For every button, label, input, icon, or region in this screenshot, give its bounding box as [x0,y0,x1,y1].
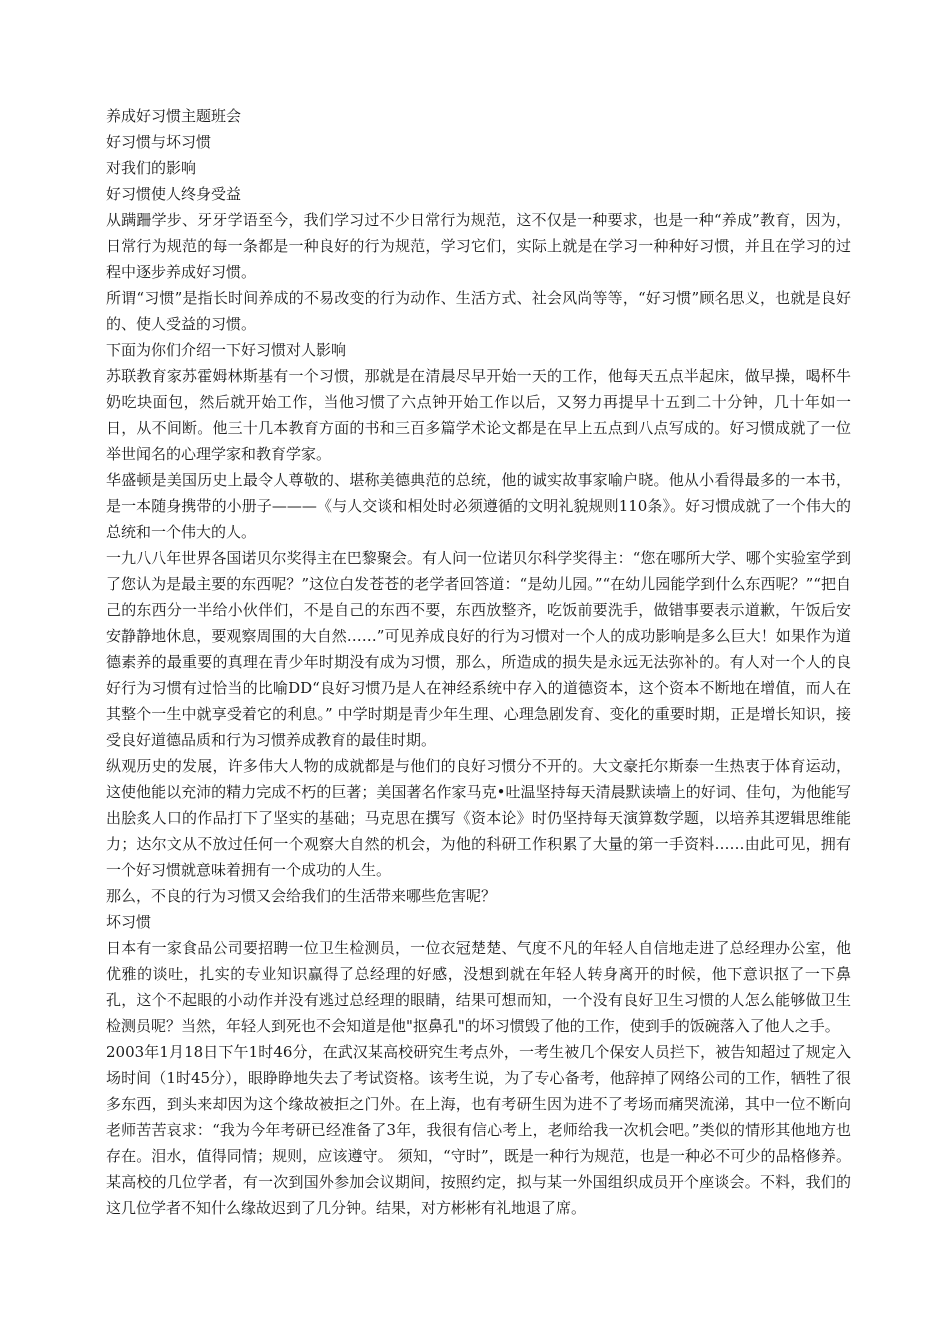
paragraph: 从蹒跚学步、牙牙学语至今，我们学习过不少日常行为规范，这不仅是一种要求，也是一种“养成”教育，因为，日常行为规范的每一条都是一种良好的行为规范，学习它们，实际上就是在学习一种种好习惯，并且在学习的过程中逐步养成好习惯。 [106,211,851,281]
paragraph: 2003年1月18日下午1时46分，在武汉某高校研究生考点外，一考生被几个保安人员拦下，被告知超过了规定入场时间（1时45分），眼睁睁地失去了考试资格。该考生说，为了专心备考，他辞掉了网络公司的工作，牺牲了很多东西，到头来却因为这个缘故被拒之门外。在上海，也有考研生因为进不了考场而痛哭流涕，其中一位不断向老师苦苦哀求：“我为今年考研已经准备了3年，我很有信心考上，老师给我一次机会吧。”类似的情形其他地方也存在。泪水，值得同情；规则，应该遵守。 须知，“守时”，既是一种行为规范，也是一种必不可少的品格修养。某高校的几位学者，有一次到国外参加会议期间，按照约定，拟与某一外国组织成员开个座谈会。不料，我们的这几位学者不知什么缘故迟到了几分钟。结果，对方彬彬有礼地退了席。 [106,1043,851,1217]
section-heading-good-habits: 好习惯使人终身受益 [106,185,242,203]
paragraph-question: 那么，不良的行为习惯又会给我们的生活带来哪些危害呢？ [106,887,497,905]
paragraph: 所谓“习惯”是指长时间养成的不易改变的行为动作、生活方式、社会风尚等等，“好习惯”顾名思义，也就是良好的、使人受益的习惯。 [106,289,851,333]
document-title: 养成好习惯主题班会 [106,107,242,125]
paragraph-intro: 下面为你们介绍一下好习惯对人影响 [106,341,347,359]
document-page [106,103,851,1221]
paragraph: 一九八八年世界各国诺贝尔奖得主在巴黎聚会。有人问一位诺贝尔科学奖得主：“您在哪所大学、哪个实验室学到了您认为是最主要的东西呢？”这位白发苍苍的老学者回答道：“是幼儿园。”“在幼儿园能学到什么东西呢？”“把自己的东西分一半给小伙伴们，不是自己的东西不要，东西放整齐，吃饭前要洗手，做错事要表示道歉，午饭后安安静静地休息，要观察周围的大自然……”可见养成良好的行为习惯对一个人的成功影响是多么巨大！如果作为道德素养的最重要的真理在青少年时期没有成为习惯，那么，所造成的损失是永远无法弥补的。有人对一个人的良好行为习惯有过恰当的比喻DD“良好习惯乃是人在神经系统中存入的道德资本，这个资本不断地在增值，而人在其整个一生中就享受着它的利息。” 中学时期是青少年生理、心理急剧发育、变化的重要时期，正是增长知识，接受良好道德品质和行为习惯养成教育的最佳时期。 [106,549,851,749]
paragraph: 苏联教育家苏霍姆林斯基有一个习惯，那就是在清晨尽早开始一天的工作，他每天五点半起床，做早操，喝杯牛奶吃块面包，然后就开始工作，当他习惯了六点钟开始工作以后，又努力再提早十五到二十分钟，几十年如一日，从不间断。他三十几本教育方面的书和三百多篇学术论文都是在早上五点到八点写成的。好习惯成就了一位举世闻名的心理学家和教育学家。 [106,367,851,463]
section-heading-impact: 对我们的影响 [106,159,197,177]
section-heading-bad-habits: 坏习惯 [106,913,152,931]
paragraph: 日本有一家食品公司要招聘一位卫生检测员，一位衣冠楚楚、气度不凡的年轻人自信地走进了总经理办公室，他优雅的谈吐，扎实的专业知识赢得了总经理的好感，没想到就在年轻人转身离开的时候，他下意识抠了一下鼻孔，这个不起眼的小动作并没有逃过总经理的眼睛，结果可想而知，一个没有良好卫生习惯的人怎么能够做卫生检测员呢？当然，年轻人到死也不会知道是他"抠鼻孔"的坏习惯毁了他的工作，使到手的饭碗落入了他人之手。 [106,939,851,1035]
paragraph: 华盛顿是美国历史上最令人尊敬的、堪称美德典范的总统，他的诚实故事家喻户晓。他从小看得最多的一本书，是一本随身携带的小册子———《与人交谈和相处时必须遵循的文明礼貌规则110条》。好习惯成就了一个伟大的总统和一个伟大的人。 [106,471,851,541]
paragraph: 纵观历史的发展，许多伟大人物的成就都是与他们的良好习惯分不开的。大文豪托尔斯泰一生热衷于体育运动，这使他能以充沛的精力完成不朽的巨著；美国著名作家马克•吐温坚持每天清晨默读墙上的好词、佳句，为他能写出脍炙人口的作品打下了坚实的基础；马克思在撰写《资本论》时仍坚持每天演算数学题，以培养其逻辑思维能力；达尔文从不放过任何一个观察大自然的机会，为他的科研工作积累了大量的第一手资料……由此可见，拥有一个好习惯就意味着拥有一个成功的人生。 [106,757,851,879]
section-heading-good-bad: 好习惯与坏习惯 [106,133,212,151]
